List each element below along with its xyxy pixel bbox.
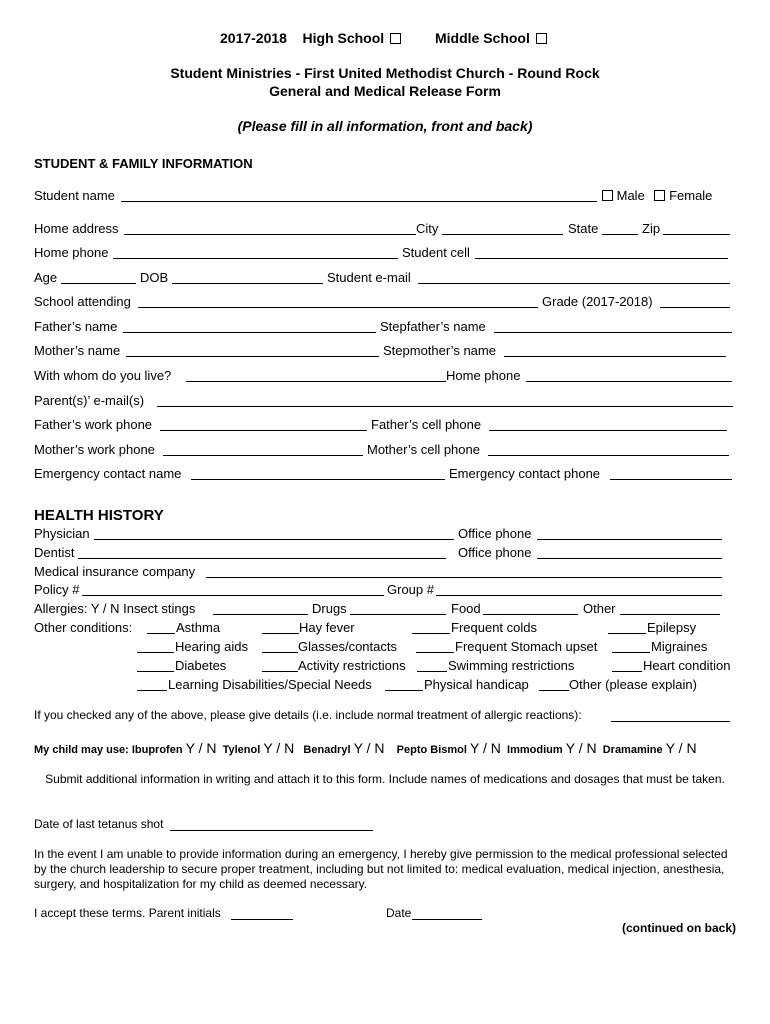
grade-label: Grade (2017-2018)	[542, 294, 653, 309]
other-conditions-label: Other conditions:	[34, 620, 133, 635]
heart-blank[interactable]	[612, 671, 642, 672]
med-ibuprofen-yn[interactable]: Y / N	[185, 740, 217, 756]
checked-details-label: If you checked any of the above, please give details (i.e. include normal treatment of allergic reactions):	[34, 708, 582, 722]
swimming-label: Swimming restrictions	[448, 658, 575, 673]
drugs-label: Drugs	[312, 601, 347, 616]
physician-label: Physician	[34, 526, 90, 541]
mothers-work-field[interactable]	[163, 455, 363, 456]
drugs-field[interactable]	[350, 614, 446, 615]
emergency-phone-label: Emergency contact phone	[449, 466, 601, 481]
hearing-aids-label: Hearing aids	[175, 639, 248, 654]
stepfathers-name-label: Stepfather’s name	[380, 319, 486, 334]
learning-blank[interactable]	[137, 690, 167, 691]
med-pepto-bismol-yn[interactable]: Y / N	[470, 740, 501, 756]
med-immodium-yn[interactable]: Y / N	[565, 740, 597, 756]
physician-field[interactable]	[94, 539, 454, 540]
age-label: Age	[34, 270, 58, 285]
student-cell-label: Student cell	[402, 245, 470, 260]
policy-label: Policy #	[34, 582, 80, 597]
form-title-line2: General and Medical Release Form	[269, 83, 501, 99]
submit-info-text: Submit additional information in writing and attach it to this form. Include names of medications and dosages that must be taken.	[45, 772, 725, 786]
checked-details-field[interactable]	[611, 721, 730, 722]
frequent-colds-blank[interactable]	[412, 633, 450, 634]
state-field[interactable]	[602, 234, 638, 235]
gender-options	[596, 188, 712, 203]
home-phone2-field[interactable]	[526, 381, 732, 382]
epilepsy-blank[interactable]	[608, 633, 646, 634]
mothers-name-label: Mother’s name	[34, 343, 121, 358]
insurance-field[interactable]	[206, 577, 722, 578]
stepmothers-name-field[interactable]	[504, 356, 726, 357]
med-benadryl-yn[interactable]: Y / N	[353, 740, 385, 756]
other-allergy-field[interactable]	[620, 614, 720, 615]
dob-field[interactable]	[172, 283, 323, 284]
migraines-blank[interactable]	[612, 652, 650, 653]
asthma-blank[interactable]	[147, 633, 175, 634]
med-tylenol: Tylenol	[222, 744, 261, 756]
other-allergy-label: Other	[583, 601, 616, 616]
tetanus-field[interactable]	[170, 830, 373, 831]
allergies-label: Allergies: Y / N Insect stings	[34, 601, 196, 616]
emergency-name-label: Emergency contact name	[34, 466, 182, 481]
continued-on-back: (continued on back)	[622, 921, 736, 935]
female-label: Female	[669, 188, 713, 203]
state-label: State	[568, 221, 599, 236]
male-checkbox[interactable]	[602, 190, 613, 201]
high-school-label: High School	[302, 30, 385, 46]
home-address-label: Home address	[34, 221, 119, 236]
form-subtitle: (Please fill in all information, front and back)	[237, 118, 533, 134]
parent-initials-field[interactable]	[231, 919, 293, 920]
insect-stings-field[interactable]	[213, 614, 308, 615]
grade-field[interactable]	[660, 307, 730, 308]
other-explain-blank[interactable]	[539, 690, 569, 691]
office-phone2-field[interactable]	[537, 558, 722, 559]
fathers-name-field[interactable]	[123, 332, 376, 333]
home-address-field[interactable]	[124, 234, 416, 235]
swimming-blank[interactable]	[417, 671, 447, 672]
zip-field[interactable]	[663, 234, 730, 235]
school-attending-label: School attending	[34, 294, 131, 309]
mothers-work-label: Mother’s work phone	[34, 442, 155, 457]
food-label: Food	[451, 601, 481, 616]
group-label: Group #	[387, 582, 434, 597]
hay-fever-label: Hay fever	[299, 620, 355, 635]
heart-label: Heart condition	[643, 658, 731, 673]
date-field[interactable]	[412, 919, 482, 920]
student-email-label: Student e-mail	[327, 270, 411, 285]
office-phone1-label: Office phone	[458, 526, 532, 541]
dentist-field[interactable]	[78, 558, 446, 559]
glasses-blank[interactable]	[262, 652, 298, 653]
asthma-label: Asthma	[176, 620, 221, 635]
food-field[interactable]	[483, 614, 578, 615]
med-pepto-bismol: Pepto Bismol	[396, 744, 467, 756]
middle-school-label: Middle School	[434, 30, 530, 46]
fathers-work-field[interactable]	[160, 430, 367, 431]
my-child-label: My child may use:	[34, 744, 129, 756]
migraines-label: Migraines	[651, 639, 708, 654]
hay-fever-blank[interactable]	[262, 633, 299, 634]
other-explain-label: Other (please explain)	[569, 677, 697, 692]
health-history-heading: HEALTH HISTORY	[34, 507, 164, 524]
stomach-blank[interactable]	[416, 652, 454, 653]
high-school-checkbox[interactable]	[390, 33, 401, 44]
mothers-cell-field[interactable]	[488, 455, 729, 456]
emergency-name-field[interactable]	[191, 479, 445, 480]
fathers-cell-field[interactable]	[489, 430, 727, 431]
date-label: Date	[386, 906, 412, 920]
school-year-line	[220, 30, 547, 46]
tetanus-label: Date of last tetanus shot	[34, 817, 164, 831]
dob-label: DOB	[140, 270, 169, 285]
middle-school-checkbox[interactable]	[536, 33, 547, 44]
physical-blank[interactable]	[385, 690, 423, 691]
fathers-name-label: Father’s name	[34, 319, 118, 334]
stepfathers-name-field[interactable]	[494, 332, 732, 333]
stepmothers-name-label: Stepmother’s name	[383, 343, 496, 358]
med-tylenol-yn[interactable]: Y / N	[263, 740, 295, 756]
fathers-cell-label: Father’s cell phone	[371, 417, 482, 432]
policy-field[interactable]	[82, 595, 384, 596]
form-title-line1: Student Ministries - First United Methodist Church - Round Rock	[170, 65, 600, 81]
student-family-heading: STUDENT & FAMILY INFORMATION	[34, 156, 253, 171]
city-field[interactable]	[442, 234, 563, 235]
hearing-aids-blank[interactable]	[137, 652, 174, 653]
learning-label: Learning Disabilities/Special Needs	[168, 677, 372, 692]
office-phone1-field[interactable]	[537, 539, 722, 540]
student-cell-field[interactable]	[475, 258, 728, 259]
student-name-field[interactable]	[121, 201, 597, 202]
frequent-colds-label: Frequent colds	[451, 620, 537, 635]
diabetes-label: Diabetes	[175, 658, 227, 673]
glasses-label: Glasses/contacts	[298, 639, 397, 654]
medications-line	[34, 740, 697, 756]
group-field[interactable]	[436, 595, 722, 596]
zip-label: Zip	[642, 221, 661, 236]
accept-terms-label: I accept these terms. Parent initials	[34, 906, 221, 920]
home-phone-field[interactable]	[113, 258, 398, 259]
home-phone-label: Home phone	[34, 245, 109, 260]
emergency-phone-field[interactable]	[610, 479, 732, 480]
with-whom-field[interactable]	[186, 381, 446, 382]
age-field[interactable]	[61, 283, 136, 284]
med-ibuprofen: Ibuprofen	[131, 744, 183, 756]
insurance-label: Medical insurance company	[34, 564, 196, 579]
mothers-name-field[interactable]	[126, 356, 379, 357]
student-email-field[interactable]	[418, 283, 730, 284]
activity-blank[interactable]	[262, 671, 298, 672]
home-phone2-label: Home phone	[446, 368, 521, 383]
school-year: 2017-2018	[220, 30, 287, 46]
parents-email-label: Parent(s)’ e-mail(s)	[34, 393, 145, 408]
male-label: Male	[616, 188, 645, 203]
med-benadryl: Benadryl	[303, 744, 351, 756]
parents-email-field[interactable]	[157, 406, 733, 407]
student-name-label: Student name	[34, 188, 115, 203]
med-dramamine: Dramamine	[602, 744, 663, 756]
stomach-label: Frequent Stomach upset	[455, 639, 598, 654]
school-attending-field[interactable]	[138, 307, 538, 308]
mothers-cell-label: Mother’s cell phone	[367, 442, 480, 457]
emergency-permission-text: In the event I am unable to provide information during an emergency, I hereby give permission to the medical professional selected by the church leadership to secure proper treatment, including but not limited to: medical evaluation, medical injection, anesthesia, surgery, and hospitalization for my child as deemed necessary.	[34, 847, 728, 891]
physical-label: Physical handicap	[424, 677, 529, 692]
diabetes-blank[interactable]	[137, 671, 174, 672]
city-label: City	[416, 221, 439, 236]
with-whom-label: With whom do you live?	[34, 368, 172, 383]
med-immodium: Immodium	[507, 744, 563, 756]
female-checkbox[interactable]	[654, 190, 665, 201]
dentist-label: Dentist	[34, 545, 75, 560]
activity-label: Activity restrictions	[298, 658, 406, 673]
fathers-work-label: Father’s work phone	[34, 417, 153, 432]
med-dramamine-yn[interactable]: Y / N	[665, 740, 697, 756]
epilepsy-label: Epilepsy	[647, 620, 697, 635]
office-phone2-label: Office phone	[458, 545, 532, 560]
